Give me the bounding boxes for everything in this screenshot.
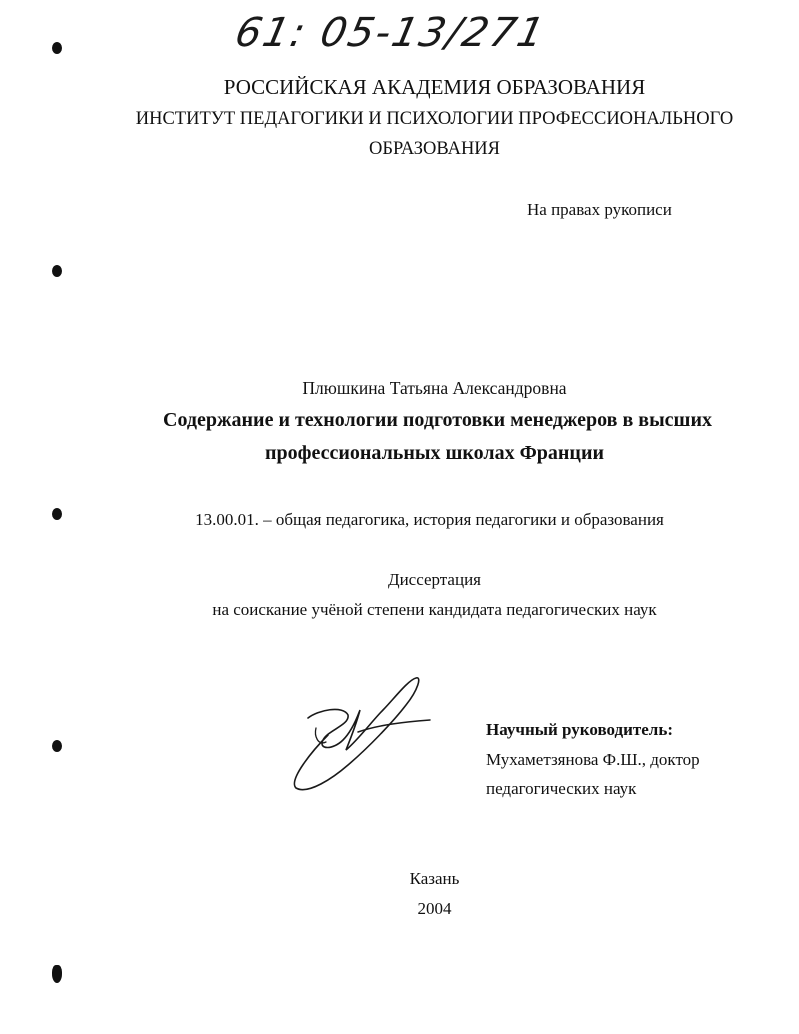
punch-hole-mark xyxy=(52,508,62,520)
author-name: Плюшкина Татьяна Александровна xyxy=(302,378,567,398)
city: Казань xyxy=(409,869,460,888)
dissertation-label: Диссертация xyxy=(387,570,481,589)
organization-name: РОССИЙСКАЯ АКАДЕМИЯ ОБРАЗОВАНИЯ xyxy=(223,75,646,99)
thesis-title-line1: Содержание и технологии подготовки менеджеров в высших xyxy=(163,409,712,431)
degree-description: на соискание учёной степени кандидата педагогических наук xyxy=(212,600,657,619)
institute-name-line1: ИНСТИТУТ ПЕДАГОГИКИ И ПСИХОЛОГИИ ПРОФЕССИОНАЛЬНОГО xyxy=(135,109,734,129)
punch-hole-mark xyxy=(52,42,62,54)
signature-image xyxy=(288,670,438,800)
institute-name-line2: ОБРАЗОВАНИЯ xyxy=(368,139,501,159)
punch-hole-mark xyxy=(52,265,62,277)
advisor-name: Мухаметзянова Ф.Ш., доктор xyxy=(486,750,700,769)
punch-hole-mark xyxy=(52,740,62,752)
advisor-degree: педагогических наук xyxy=(486,779,637,798)
handwritten-archive-mark: 61: 05-13/271 xyxy=(231,10,551,56)
advisor-label: Научный руководитель: xyxy=(486,720,673,739)
specialty-code: 13.00.01. – общая педагогика, история педагогики и образования xyxy=(195,510,664,529)
punch-hole-mark xyxy=(52,965,62,983)
thesis-title-line2: профессиональных школах Франции xyxy=(264,442,604,464)
manuscript-rights-note: На правах рукописи xyxy=(527,200,672,219)
year: 2004 xyxy=(417,899,452,918)
